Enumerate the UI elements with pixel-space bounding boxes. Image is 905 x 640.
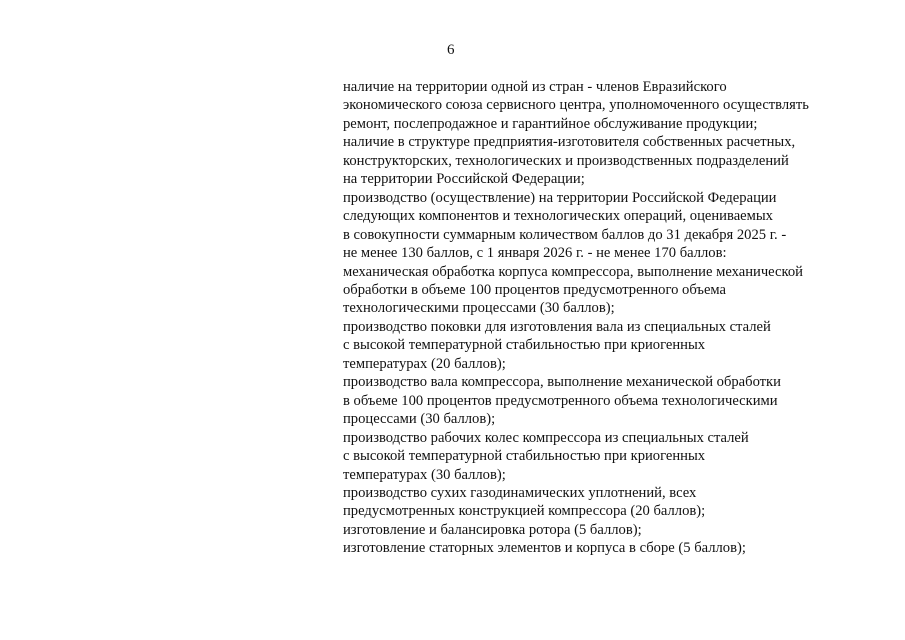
text-line: экономического союза сервисного центра, уполномоченного осуществлять [343, 97, 809, 114]
page-number: 6 [447, 42, 455, 58]
text-line: на территории Российской Федерации; [343, 171, 585, 188]
text-line: производство сухих газодинамических уплотнений, всех [343, 484, 697, 501]
document-body [343, 78, 883, 558]
text-line: наличие на территории одной из стран - членов Евразийского [343, 79, 727, 95]
text-line: температурах (20 баллов); [343, 355, 506, 372]
text-line: производство поковки для изготовления вала из специальных сталей [343, 318, 771, 335]
text-line: изготовление статорных элементов и корпуса в сборе (5 баллов); [343, 540, 746, 557]
text-line: процессами (30 баллов); [343, 411, 496, 428]
text-line: следующих компонентов и технологических операций, оцениваемых [343, 208, 773, 225]
text-line: наличие в структуре предприятия-изготовителя собственных расчетных, [343, 134, 796, 151]
text-line: изготовление и балансировка ротора (5 баллов); [343, 521, 642, 538]
text-line: температурах (30 баллов); [343, 466, 506, 483]
text-line: в совокупности суммарным количеством баллов до 31 декабря 2025 г. - [343, 226, 787, 243]
text-line: не менее 130 баллов, с 1 января 2026 г. - не менее 170 баллов: [343, 245, 727, 262]
text-line: технологическими процессами (30 баллов); [343, 300, 615, 317]
text-line: с высокой температурной стабильностью при криогенных [343, 337, 706, 354]
text-line: конструкторских, технологических и производственных подразделений [343, 152, 789, 169]
text-line: производство (осуществление) на территории Российской Федерации [343, 189, 777, 206]
text-line: обработки в объеме 100 процентов предусмотренного объема [343, 281, 727, 298]
text-line: в объеме 100 процентов предусмотренного объема технологическими [343, 392, 778, 409]
text-line: механическая обработка корпуса компрессора, выполнение механической [343, 263, 803, 280]
text-line: ремонт, послепродажное и гарантийное обслуживание продукции; [343, 115, 758, 132]
text-line: предусмотренных конструкцией компрессора (20 баллов); [343, 503, 706, 520]
text-line: производство вала компрессора, выполнение механической обработки [343, 374, 781, 391]
text-line: с высокой температурной стабильностью при криогенных [343, 448, 706, 465]
text-line: производство рабочих колес компрессора из специальных сталей [343, 429, 749, 446]
